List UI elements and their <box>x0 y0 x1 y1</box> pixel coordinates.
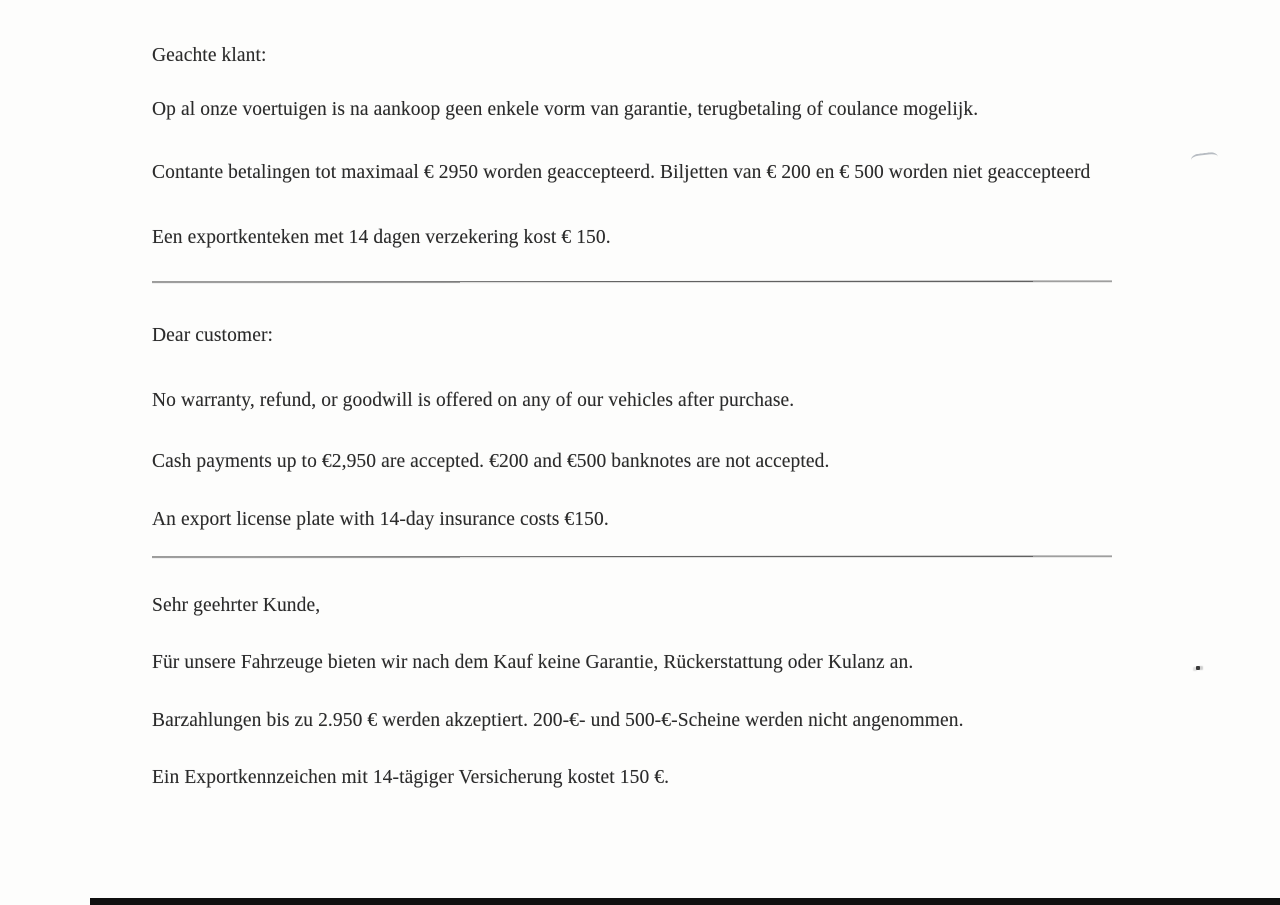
paragraph-dutch-warranty: Op al onze voertuigen is na aankoop geen enkele vorm van garantie, terugbetaling of coulance mogelijk. <box>152 99 979 120</box>
salutation-german: Sehr geehrter Kunde, <box>152 595 321 616</box>
paragraph-english-warranty: No warranty, refund, or goodwill is offered on any of our vehicles after purchase. <box>152 390 795 411</box>
scan-artifact-pen-mark <box>1190 151 1218 165</box>
paragraph-german-export: Ein Exportkennzeichen mit 14-tägiger Versicherung kostet 150 €. <box>152 767 670 788</box>
paragraph-english-export: An export license plate with 14-day insurance costs €150. <box>152 509 609 530</box>
paragraph-dutch-export: Een exportkenteken met 14 dagen verzekering kost € 150. <box>152 227 611 248</box>
salutation-dutch: Geachte klant: <box>152 45 267 66</box>
divider-line-1 <box>152 281 1112 284</box>
scan-artifact-speck <box>1196 666 1200 670</box>
salutation-english: Dear customer: <box>152 325 274 346</box>
paragraph-german-cash: Barzahlungen bis zu 2.950 € werden akzeptiert. 200-€- und 500-€-Scheine werden nicht angenommen. <box>152 710 964 731</box>
paragraph-english-cash: Cash payments up to €2,950 are accepted. €200 and €500 banknotes are not accepted. <box>152 451 830 472</box>
scan-edge-shadow <box>90 898 1280 905</box>
paragraph-german-warranty: Für unsere Fahrzeuge bieten wir nach dem Kauf keine Garantie, Rückerstattung oder Kulanz an. <box>152 652 914 673</box>
divider-line-2 <box>152 556 1112 559</box>
paragraph-dutch-cash: Contante betalingen tot maximaal € 2950 worden geaccepteerd. Biljetten van € 200 en € 500 worden niet geaccepteerd <box>152 162 1091 183</box>
